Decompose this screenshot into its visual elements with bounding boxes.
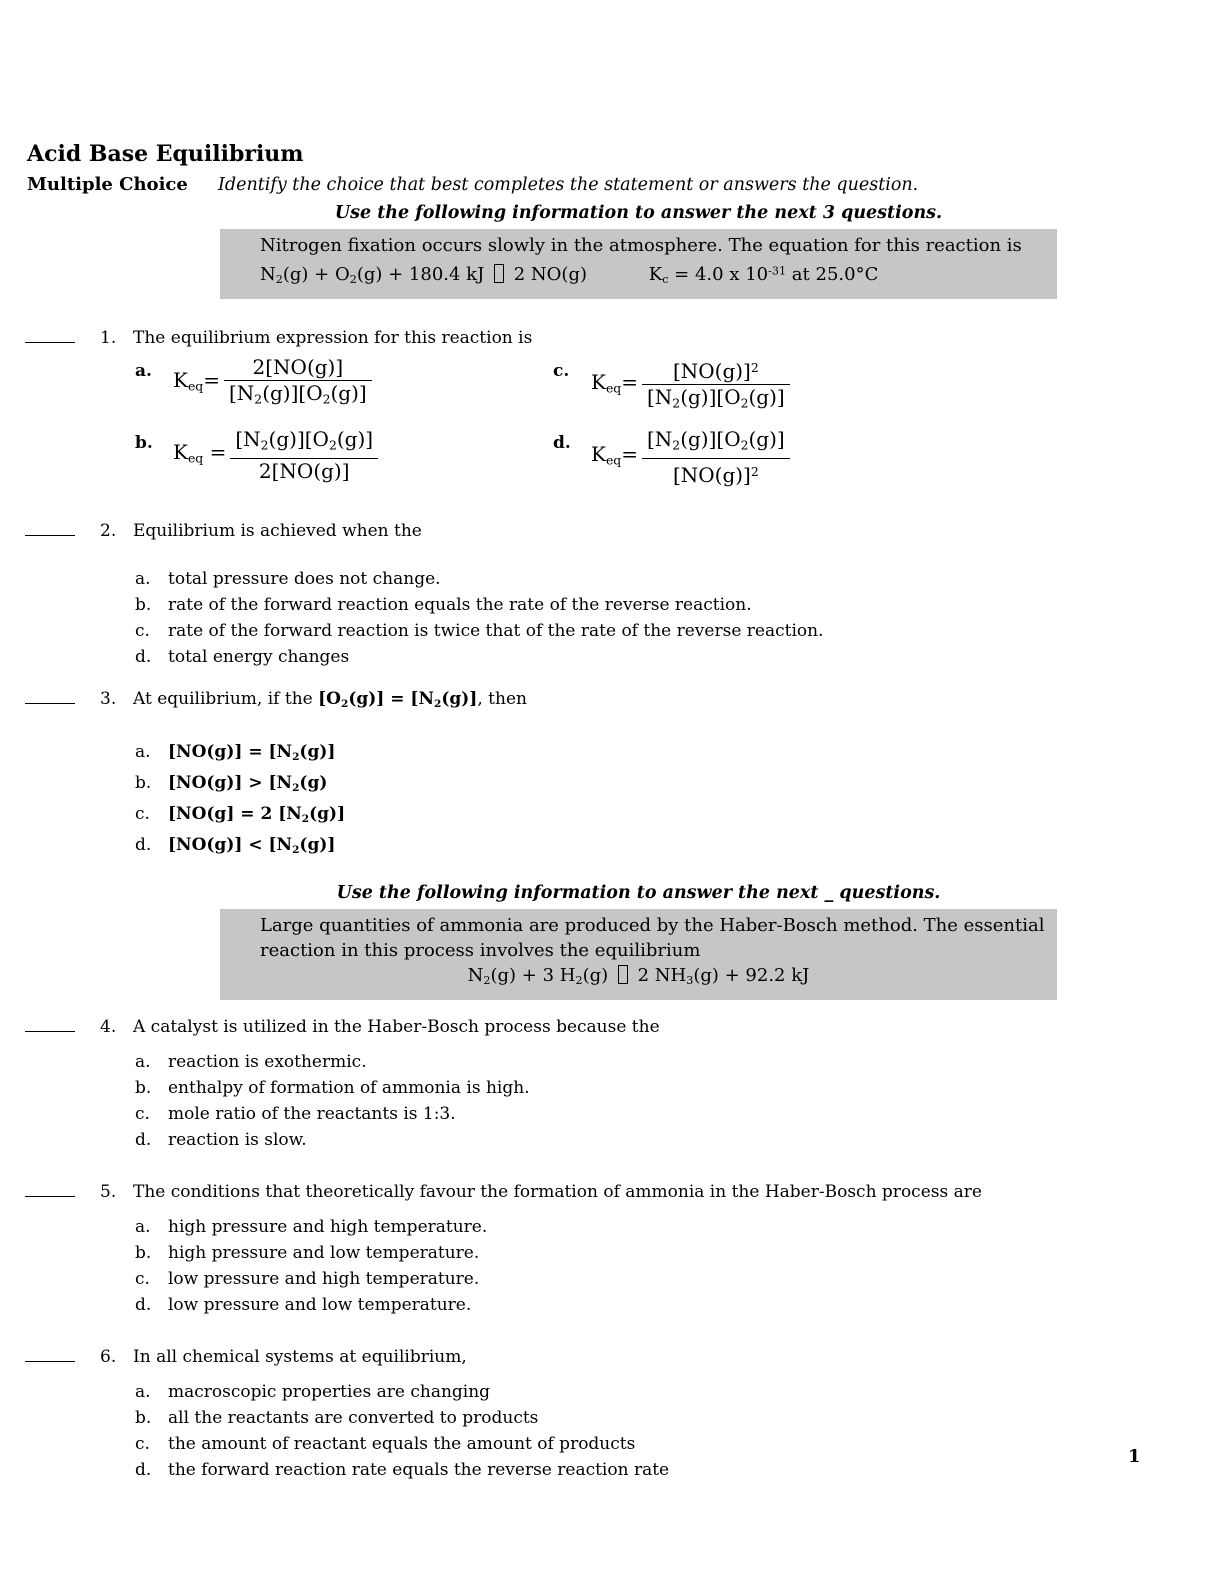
reaction-equation: $N_2(g) + 3$ $H_2(g)$ 2 $NH_3(g) + 92.2$ kJ: [467, 964, 810, 987]
option-text: low pressure and low temperature.: [168, 1294, 472, 1315]
info-lead: Use the following information to answer the next _ questions.: [336, 882, 941, 903]
fraction: [642, 355, 790, 416]
question-number: 1.: [100, 327, 117, 348]
question-stem: The equilibrium expression for this reaction is: [133, 327, 533, 348]
denominator: $[N_2(g)][O_2(g)]$: [642, 384, 790, 415]
option-letter: d.: [135, 1129, 152, 1150]
option-row: [135, 832, 1194, 863]
option-text: low pressure and high temperature.: [168, 1268, 480, 1289]
question-number: 3.: [100, 689, 117, 709]
option-text: reaction is slow.: [168, 1129, 307, 1150]
question-stem: Equilibrium is achieved when the: [133, 521, 422, 541]
option-row: [135, 1405, 1194, 1431]
option-text: macroscopic properties are changing: [168, 1381, 491, 1402]
option-row: [135, 618, 1194, 644]
question-1-options: [135, 355, 1194, 488]
option-row: [135, 1214, 1194, 1240]
question-4-options: [135, 1049, 1194, 1153]
option-letter: b.: [135, 595, 152, 615]
option-letter: c.: [135, 621, 150, 641]
option-letter: d.: [135, 1459, 152, 1480]
option-letter: d.: [135, 834, 152, 855]
question-block: [25, 518, 1194, 544]
option-text: rate of the forward reaction equals the rate of the reverse reaction.: [168, 595, 752, 615]
info-box: [220, 229, 1057, 299]
question-block: [25, 1014, 1194, 1040]
keq-formula: [591, 355, 1194, 416]
question-stem: At equilibrium, if the $[O_2(g)] = [N_2(g)]$, then: [133, 689, 527, 710]
option-letter: a.: [135, 1381, 151, 1402]
question-block: [25, 686, 1194, 717]
reaction-equation: $N_2(g) + O_2(g) + 180.4$ kJ 2 NO(g): [260, 263, 588, 286]
option-row: [135, 1457, 1194, 1483]
option-row: [135, 644, 1194, 670]
question-block: [25, 325, 1194, 351]
question-5-options: [135, 1214, 1194, 1318]
section-instruction: Identify the choice that best completes the statement or answers the question.: [218, 175, 919, 195]
option-text: enthalpy of formation of ammonia is high.: [168, 1077, 530, 1098]
info-box: [220, 909, 1057, 1000]
info-block-1: [220, 201, 1057, 299]
keq-label: $K_{eq}=$: [591, 442, 638, 468]
option-text: total energy changes: [168, 647, 350, 667]
keq-formula: [591, 427, 1194, 488]
fraction: [642, 427, 790, 488]
option-letter: c.: [553, 360, 570, 381]
keq-formula: [173, 427, 553, 483]
question-number: 5.: [100, 1181, 117, 1202]
question-6-options: [135, 1379, 1194, 1483]
option-row: [135, 592, 1194, 618]
section-label: Multiple Choice: [27, 174, 188, 195]
keq-formula: [173, 355, 553, 411]
page-number: 1: [1128, 1446, 1141, 1467]
option-row: [135, 1431, 1194, 1457]
denominator: $[N_2(g)][O_2(g)]$: [224, 380, 372, 411]
option-text: $[NO(g)] > [N_2(g)$: [168, 772, 328, 794]
option-letter: b.: [135, 772, 152, 793]
numerator: $[NO(g)]^2$: [672, 358, 759, 383]
option-letter: a.: [135, 1051, 151, 1072]
answer-blank: [25, 1183, 75, 1197]
fraction: [224, 355, 372, 411]
option-letter: b.: [135, 433, 153, 454]
keq-label: $K_{eq}=$: [591, 369, 638, 396]
answer-blank: [25, 690, 75, 704]
option-row: [135, 770, 1194, 801]
denominator: $[NO(g)]^2$: [642, 458, 790, 488]
answer-blank: [25, 522, 75, 536]
option-row: [135, 1101, 1194, 1127]
option-text: the forward reaction rate equals the reverse reaction rate: [168, 1459, 670, 1480]
keq-label: $K_{eq}$ =: [173, 440, 227, 466]
answer-blank: [25, 329, 75, 343]
option-row: [135, 566, 1194, 592]
option-letter: b.: [135, 1407, 152, 1428]
option-letter: c.: [135, 803, 150, 824]
question-number: 4.: [100, 1016, 117, 1037]
option-letter: b.: [135, 1242, 152, 1263]
option-letter: a.: [135, 360, 152, 381]
option-text: the amount of reactant equals the amount of products: [168, 1433, 636, 1454]
question-stem: The conditions that theoretically favour the formation of ammonia in the Haber-Bosch process are: [133, 1181, 982, 1202]
option-text: high pressure and low temperature.: [168, 1242, 480, 1263]
page-title: Acid Base Equilibrium: [27, 141, 304, 167]
option-letter: a.: [135, 1216, 151, 1237]
question-stem: In all chemical systems at equilibrium,: [133, 1346, 467, 1367]
info-text: Large quantities of ammonia are produced by the Haber-Bosch method. The essential: [260, 914, 1045, 936]
keq-label: $K_{eq}=$: [173, 367, 220, 394]
numerator: 2[NO(g)]: [252, 354, 344, 379]
info-block-2: [220, 881, 1057, 1000]
option-letter: a.: [135, 569, 151, 589]
option-letter: c.: [135, 1268, 150, 1289]
fraction: [230, 427, 378, 483]
option-text: mole ratio of the reactants is 1:3.: [168, 1103, 456, 1124]
equilibrium-arrow-missing-glyph-icon: [494, 264, 504, 283]
numerator: $[N_2(g)][O_2(g)]$: [235, 427, 374, 453]
info-text: reaction in this process involves the equilibrium: [260, 939, 701, 961]
reaction-line: [232, 258, 1045, 292]
option-row: [135, 1049, 1194, 1075]
option-row: [135, 801, 1194, 832]
option-text: high pressure and high temperature.: [168, 1216, 488, 1237]
option-row: [135, 1292, 1194, 1318]
question-block: [25, 1344, 1194, 1370]
option-text: $[NO(g)] = [N_2(g)]$: [168, 741, 336, 763]
answer-blank: [25, 1018, 75, 1032]
question-block: [25, 1179, 1194, 1205]
numerator: $[N_2(g)][O_2(g)]$: [646, 427, 785, 453]
question-2-options: [135, 566, 1194, 670]
option-row: [135, 1379, 1194, 1405]
option-row: [135, 1240, 1194, 1266]
question-3-options: [135, 739, 1194, 863]
question-stem: A catalyst is utilized in the Haber-Bosch process because the: [133, 1016, 660, 1037]
option-letter: d.: [553, 433, 571, 454]
option-letter: a.: [135, 741, 151, 762]
option-letter: c.: [135, 1103, 150, 1124]
option-letter: d.: [135, 647, 152, 667]
answer-blank: [25, 1348, 75, 1362]
option-text: rate of the forward reaction is twice that of the rate of the reverse reaction.: [168, 621, 824, 641]
option-text: all the reactants are converted to products: [168, 1407, 539, 1428]
option-text: reaction is exothermic.: [168, 1051, 367, 1072]
question-number: 2.: [100, 521, 117, 541]
equilibrium-arrow-missing-glyph-icon: [618, 965, 628, 984]
option-text: [NO(g] = 2 $[N_2(g)]$: [168, 803, 346, 825]
option-row: [135, 1075, 1194, 1101]
option-row: [135, 739, 1194, 770]
section-header: [27, 172, 1194, 198]
denominator: 2[NO(g)]: [230, 458, 378, 484]
equilibrium-constant: $K_c = 4.0$ x $10^{-31}$ at 25.0°C: [648, 263, 879, 286]
option-letter: b.: [135, 1077, 152, 1098]
option-letter: c.: [135, 1433, 150, 1454]
option-text: $[NO(g)] < [N_2(g)]$: [168, 834, 336, 856]
info-lead: Use the following information to answer the next 3 questions.: [334, 203, 943, 223]
option-row: [135, 1266, 1194, 1292]
info-text: Nitrogen fixation occurs slowly in the atmosphere. The equation for this reaction is: [260, 235, 1022, 256]
option-text: total pressure does not change.: [168, 569, 441, 589]
question-number: 6.: [100, 1346, 117, 1367]
option-letter: d.: [135, 1294, 152, 1315]
option-row: [135, 1127, 1194, 1153]
